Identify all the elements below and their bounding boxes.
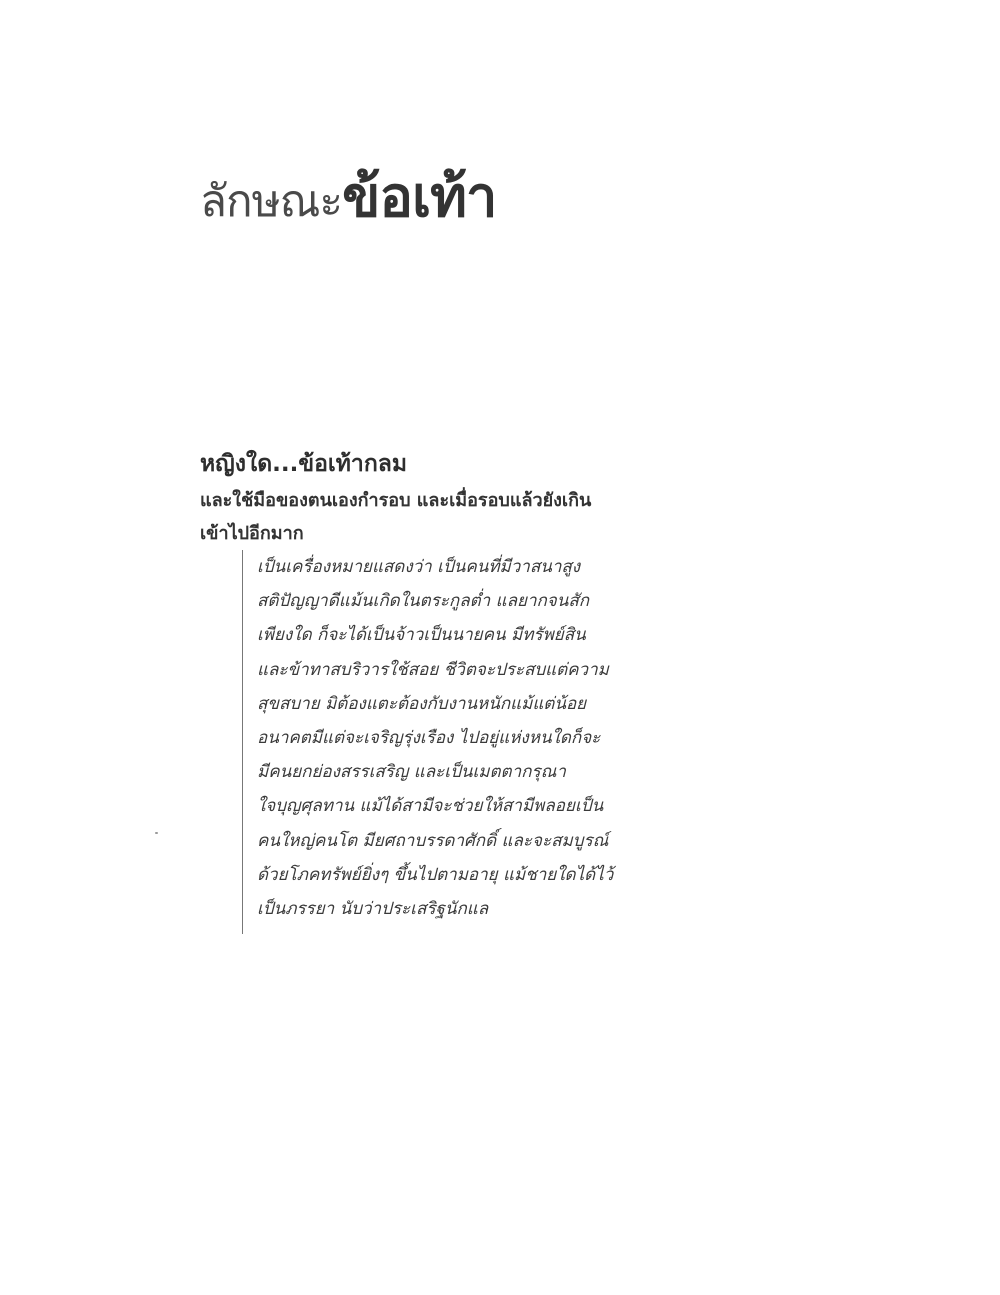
- section-heading: หญิงใด...ข้อเท้ากลม: [200, 451, 408, 477]
- body-line: เป็นเครื่องหมายแสดงว่า เป็นคนที่มีวาสนาสูง: [257, 557, 581, 577]
- chapter-title: [200, 165, 497, 230]
- scan-speck: [155, 832, 158, 834]
- body-line: สติปัญญาดีแม้นเกิดในตระกูลต่ำ แลยากจนสัก: [257, 591, 590, 612]
- body-line: และข้าทาสบริวารใช้สอย ชีวิตจะประสบแต่ความ: [257, 659, 609, 680]
- body-line: คนใหญ่คนโต มียศถาบรรดาศักดิ์ และจะสมบูรณ์: [257, 830, 609, 851]
- body-line: ด้วยโภคทรัพย์ยิ่งๆ ขึ้นไปตามอายุ แม้ชายใดได้ไว้: [257, 864, 614, 885]
- body-line: อนาคตมีแต่จะเจริญรุ่งเรือง ไปอยู่แห่งหนใดก็จะ: [257, 727, 601, 748]
- body-line: สุขสบาย มิต้องแตะต้องกับงานหนักแม้แต่น้อย: [257, 693, 587, 714]
- body-line: เป็นภรรยา นับว่าประเสริฐนักแล: [257, 898, 489, 919]
- body-line: เพียงใด ก็จะได้เป็นจ้าวเป็นนายคน มีทรัพย์สิน: [257, 625, 586, 646]
- body-text: [257, 550, 657, 926]
- body-line: ใจบุญศุลทาน แม้ได้สามีจะช่วยให้สามีพลอยเป็น: [257, 796, 604, 817]
- chapter-title-prefix: ลักษณะ: [200, 176, 343, 227]
- body-line: มีคนยกย่องสรรเสริญ และเป็นเมตตากรุณา: [257, 762, 566, 783]
- chapter-title-main: ข้อเท้า: [342, 165, 497, 230]
- subheading-line: และใช้มือของตนเองกำรอบ และเมื่อรอบแล้วยังเกิน: [200, 490, 592, 511]
- subheading-line: เข้าไปอีกมาก: [200, 523, 304, 544]
- section-subheading: [200, 484, 640, 550]
- body-quote-block: [242, 550, 657, 934]
